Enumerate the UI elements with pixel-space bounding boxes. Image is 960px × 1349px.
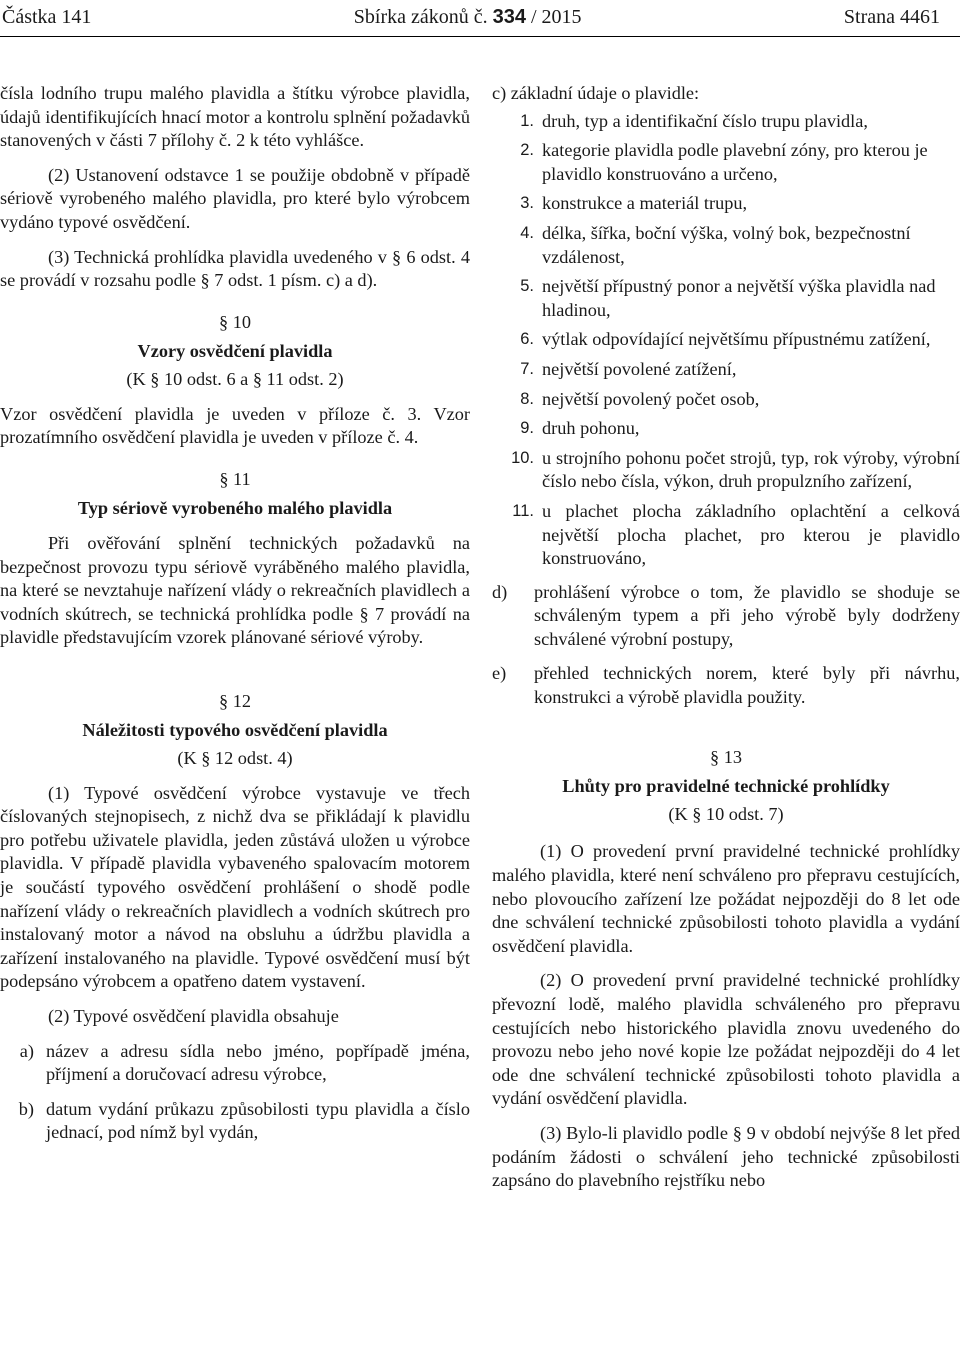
- c-item-6: [492, 328, 960, 352]
- section-12-paragraph-2: (2) Typové osvědčení plavidla obsahuje: [48, 1006, 339, 1026]
- item-c-label: c) základní údaje o plavidle:: [492, 83, 700, 103]
- c-item-number: 1.: [520, 111, 534, 130]
- section-11-number: § 11: [219, 468, 251, 489]
- header-rule: [0, 36, 960, 37]
- c-item-number: 8.: [520, 389, 534, 408]
- section-13-reference: (K § 10 odst. 7): [668, 803, 784, 824]
- c-item-number: 7.: [520, 359, 534, 378]
- section-11-title: Typ sériově vyrobeného malého plavidla: [77, 498, 393, 519]
- section-10-title: Vzory osvědčení plavidla: [137, 341, 333, 362]
- list-text-a: název a adresu sídla nebo jméno, popřípadě jména, příjmení a doručovací adresu výrobce,: [46, 1040, 470, 1085]
- c-item-3: [492, 192, 960, 216]
- header-year: / 2015: [531, 5, 582, 28]
- c-item-text: u strojního pohonu počet strojů, typ, rok výroby, výrobní číslo nebo čísla, výkon, druh propulzního zařízení,: [542, 447, 960, 492]
- section-12-paragraph-1: (1) Typové osvědčení výrobce vystavuje ve třech číslovaných stejnopisech, z nichž dva se přikládají k plavidlu pro potřebu uživatele plavidla, jeden zůstává uložen u výrobce plavidla. V případě plavidla vybaveného spalovacím motorem je součástí typového osvědčení prohlášení o shodě podle nařízení vlády o rekreačních plavidlech a vodních skútrech pro instalovaný motor a návod na obsluhu a údržbu plavidla a zařízení instalovaného na plavidle. Typové osvědčení musí být podepsáno výrobcem a opatřeno datem vystavení.: [0, 782, 470, 992]
- section-10-reference: (K § 10 odst. 6 a § 11 odst. 2): [126, 368, 344, 389]
- c-item-text: největší přípustný ponor a největší výška plavidla nad hladinou,: [542, 276, 936, 320]
- c-item-text: u plachet plocha základního oplachtění a celková největší plocha plachet, pro kterou je plavidlo konstruováno,: [542, 500, 960, 569]
- list-text-b: datum vydání průkazu způsobilosti typu plavidla a číslo jednací, pod nímž byl vydán,: [46, 1098, 470, 1143]
- c-item-number: 2.: [520, 141, 534, 160]
- c-item-text: konstrukce a materiál trupu,: [542, 193, 748, 214]
- list-item-a: [0, 1040, 470, 1087]
- c-item-text: výtlak odpovídající největšímu přípustnému zatížení,: [542, 329, 931, 350]
- c-item-text: největší povolené zatížení,: [542, 358, 737, 379]
- c-item-number: 5.: [520, 277, 534, 296]
- c-item-10: [492, 447, 960, 494]
- header-collection-prefix: Sbírka zákonů č.: [353, 5, 488, 28]
- c-item-text: kategorie plavidla podle plavební zóny, pro kterou je plavidlo konstruováno a určeno,: [542, 140, 928, 184]
- c-item-text: délka, šířka, boční výška, volný bok, bezpečnostní vzdálenost,: [542, 222, 911, 267]
- c-item-number: 10.: [511, 448, 534, 467]
- paragraph-continuation: čísla lodního trupu malého plavidla a štítku výrobce plavidla, údajů identifikujících hnací motor a kontrolu splnění požadavků stanovených v části 7 přílohy č. 2 k této vyhlášce.: [0, 83, 470, 151]
- c-item-7: [492, 358, 960, 382]
- list-marker-e: e): [492, 663, 507, 684]
- section-13-paragraph-1: (1) O provedení první pravidelné technické prohlídky malého plavidla, které není schváleno pro přepravu cestujících, nebo plovoucího zařízení lze požádat nejpozději do 8 let ode dne schválení technické způsobilosti tohoto plavidla a vydání osvědčení plavidla.: [492, 841, 960, 956]
- section-10-text: Vzor osvědčení plavidla je uveden v příloze č. 3. Vzor prozatímního osvědčení plavidla je uveden v příloze č. 4.: [0, 403, 470, 448]
- c-item-9: [492, 417, 960, 441]
- section-10-number: § 10: [219, 311, 251, 332]
- list-marker-a: a): [19, 1040, 34, 1061]
- c-item-text: druh, typ a identifikační číslo trupu plavidla,: [542, 110, 868, 131]
- section-11-text: Při ověřování splnění technických požadavků na bezpečnost provozu typu sériově vyráběného malého plavidla, na které se nevztahuje nařízení vlády o rekreačních plavidlech a vodních skútrech, se technická prohlídka podle § 7 provádí na plavidle představujícím vzorek plánované sériové výroby.: [0, 532, 470, 648]
- list-marker-b: b): [18, 1098, 34, 1119]
- list-item-d: [492, 581, 960, 652]
- c-item-text: největší povolený počet osob,: [542, 388, 760, 409]
- section-13-paragraph-3: (3) Bylo-li plavidlo podle § 9 v období nejvýše 8 let před podáním žádosti o schválení jeho technické způsobilosti zapsáno do plavebního rejstříku nebo: [492, 1122, 960, 1191]
- paragraph-3: (3) Technická prohlídka plavidla uvedeného v § 6 odst. 4 se provádí v rozsahu podle § 7 odst. 1 písm. c) a d).: [0, 246, 470, 291]
- header-collection: [354, 6, 582, 29]
- c-item-number: 3.: [520, 194, 534, 213]
- c-item-number: 4.: [520, 223, 534, 242]
- c-item-text: druh pohonu,: [542, 418, 640, 439]
- header-law-number: 334: [492, 5, 526, 28]
- section-12-reference: (K § 12 odst. 4): [177, 748, 293, 769]
- list-item-b: [0, 1098, 470, 1145]
- page-header: [2, 0, 940, 34]
- left-column: [0, 82, 470, 1145]
- c-item-8: [492, 388, 960, 412]
- c-item-2: [492, 139, 960, 186]
- c-item-number: 11.: [512, 501, 534, 520]
- list-item-e: [492, 662, 960, 709]
- section-13-number: § 13: [710, 746, 742, 767]
- c-item-11: [492, 500, 960, 571]
- c-item-1: [492, 110, 960, 134]
- c-item-5: [492, 275, 960, 322]
- paragraph-2: (2) Ustanovení odstavce 1 se použije obdobně v případě sériově vyrobeného malého plavidla, pro které bylo výrobcem vydáno typové osvědčení.: [0, 164, 470, 232]
- section-12-title: Náležitosti typového osvědčení plavidla: [82, 720, 388, 741]
- list-marker-d: d): [492, 581, 508, 602]
- section-13-title: Lhůty pro pravidelné technické prohlídky: [562, 776, 890, 797]
- c-item-4: [492, 222, 960, 269]
- list-text-d: prohlášení výrobce o tom, že plavidlo se shoduje se schváleným typem a při jeho výrobě byly dodrženy schválené výrobní postupy,: [534, 581, 960, 649]
- section-12-number: § 12: [219, 690, 251, 711]
- section-13-paragraph-2: (2) O provedení první pravidelné technické prohlídky převozní lodě, malého plavidla schváleného pro přepravu cestujících nebo historického plavidla znovu uvedeného do provozu nebo jeho nové kopie lze požádat nejpozději do 4 let ode dne schválení technické způsobilosti tohoto plavidla a vydání osvědčení plavidla.: [492, 970, 960, 1109]
- header-issue: Částka 141: [2, 5, 92, 28]
- header-page-number: Strana 4461: [843, 5, 940, 28]
- c-item-number: 9.: [520, 419, 534, 438]
- right-column: [492, 82, 960, 1193]
- list-text-e: přehled technických norem, které byly při návrhu, konstrukci a výrobě plavidla použity.: [534, 663, 960, 708]
- c-item-number: 6.: [520, 330, 534, 349]
